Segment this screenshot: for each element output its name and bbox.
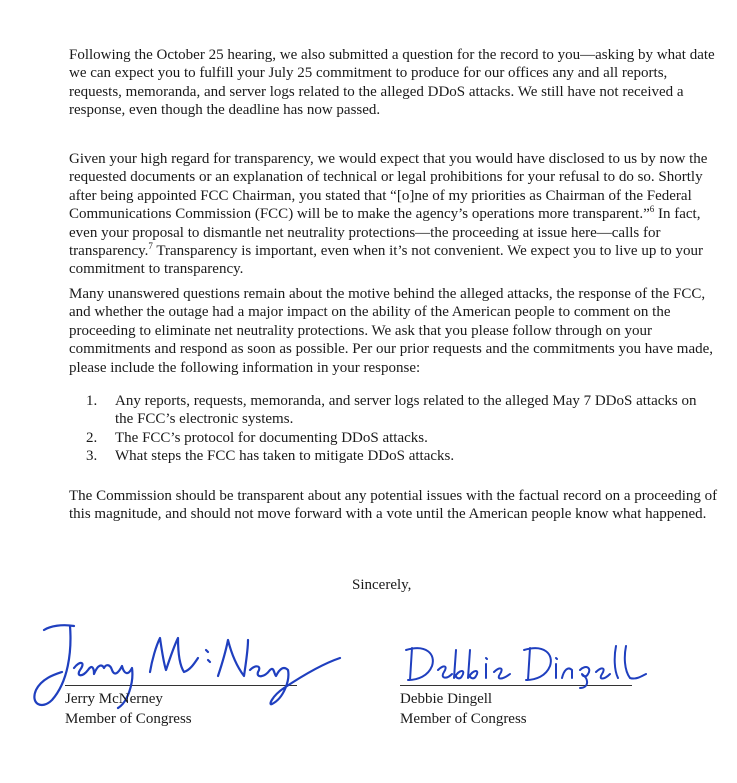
paragraph-commission-transparency: The Commission should be transparent about any potential issues with the factual record on a proceeding of this magnitude, and should not move forward with a vote until the American people know what happened. <box>69 488 718 523</box>
handwritten-signature-icon <box>402 640 652 690</box>
list-item-number: 1. <box>86 393 98 409</box>
list-item-text: The FCC’s protocol for documenting DDoS attacks. <box>115 429 428 446</box>
signer-name: Jerry McNerney <box>65 691 163 707</box>
paragraph-transparency-part-c: Transparency is important, even when it’s not convenient. We expect you to live up to your commitment to transparency. <box>69 243 703 278</box>
list-item <box>86 447 706 465</box>
signer-name: Debbie Dingell <box>400 691 493 707</box>
closing-salutation: Sincerely, <box>352 577 412 593</box>
paragraph-transparency <box>69 150 719 279</box>
request-list <box>86 392 706 466</box>
list-item-number: 2. <box>86 429 98 446</box>
list-item <box>86 392 706 429</box>
list-item <box>86 429 706 447</box>
footnote-7: 7 <box>148 241 153 252</box>
paragraph-transparency-part-b: In fact, even your proposal to dismantle net neutrality protections—the proceeding at issue here—calls for transparency. <box>69 206 701 260</box>
paragraph-transparency-part-a: Given your high regard for transparency, we would expect that you would have disclosed to us by now the requested documents or an explanation of technical or legal prohibitions for your refusal to do so. Shortly after being appointed FCC Chairman, you stated that “[o]ne of my priorities as Chairman of the Federal Communications Commission (FCC) will be to make the agency’s operations more transparent.” <box>69 151 708 223</box>
footnote-6: 6 <box>649 204 655 215</box>
list-item-text: Any reports, requests, memoranda, and server logs related to the alleged May 7 DDoS attacks on the FCC’s electronic systems. <box>115 393 697 428</box>
list-item-text: What steps the FCC has taken to mitigate DDoS attacks. <box>115 448 455 465</box>
signer-title: Member of Congress <box>400 711 527 727</box>
paragraph-unanswered-questions: Many unanswered questions remain about the motive behind the alleged attacks, the response of the FCC, and whether the outage had a major impact on the ability of the American people to comment on the proceeding to eliminate net neutrality protections. We ask that you please follow through on your commitments and respond as soon as possible. Per our prior requests and the commitments you have made, please include the following information in your response: <box>69 286 714 376</box>
signer-right <box>400 689 527 729</box>
paragraph-hearing-followup: Following the October 25 hearing, we also submitted a question for the record to you—asking by what date we can expect you to fulfill your July 25 commitment to produce for our offices any and all reports, requests, memoranda, and server logs related to the alleged DDoS attacks. We still have not received a response, even though the deadline has now passed. <box>69 47 715 119</box>
signer-title: Member of Congress <box>65 711 192 727</box>
signer-left <box>65 689 192 729</box>
list-item-number: 3. <box>86 448 98 465</box>
